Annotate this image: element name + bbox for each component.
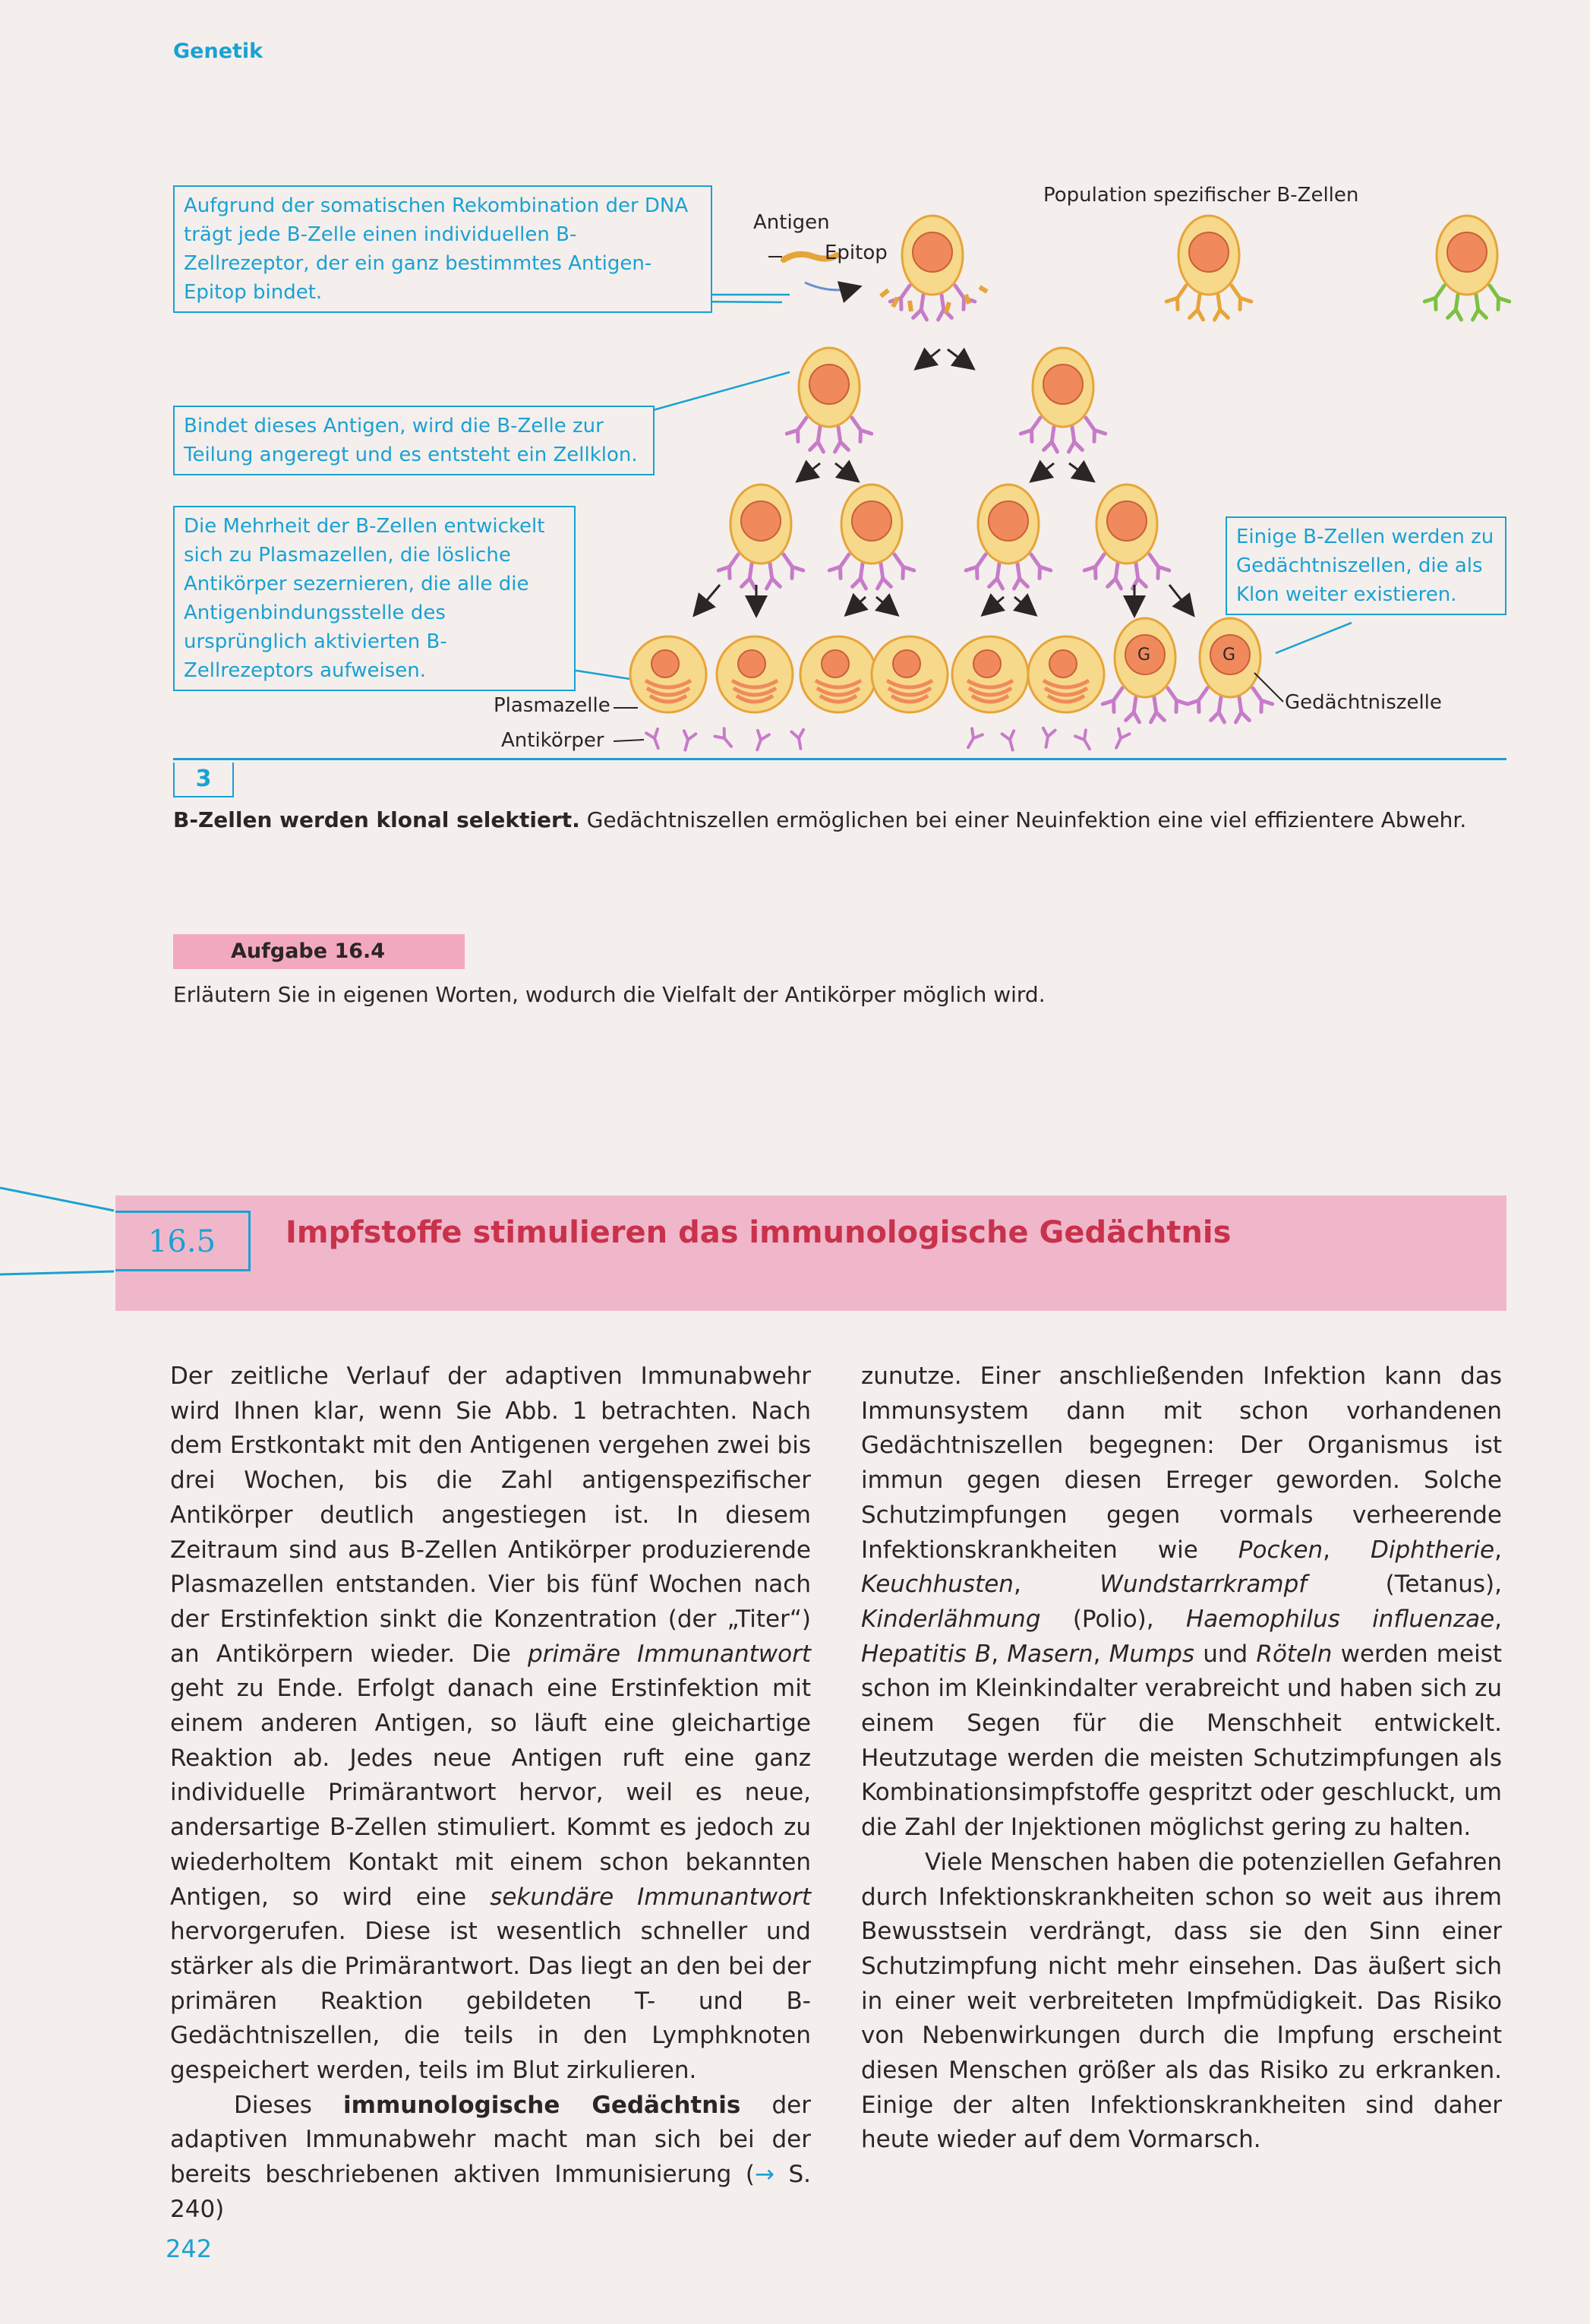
running-head: Genetik [173, 39, 263, 63]
figure-rule [173, 758, 1506, 760]
body-right-paragraph-1: zunutze. Einer anschließenden Infektion kann das Immunsystem dann mit schon vorhandenen Gedächtniszellen begegnen: Der Organismus ist immun gegen diesen Erreger geworden. Solche Schutzimpfungen gegen vormals verheerende Infektionskrankheiten wie Pocken, Diphtherie, Keuchhusten, Wundstarrkrampf (Tetanus), Kinderlähmung (Polio), Haemophilus influenzae, Hepatitis B, Masern, Mumps und Röteln werden meist schon im Kleinkindalter verabreicht und haben sich zu einem Segen für die Menschheit entwickelt. Heutzutage werden die meisten Schutzimpfungen als Kombinationsimpfstoffe gespritzt oder geschluckt, um die Zahl der Injektionen möglichst gering zu halten. [861, 1363, 1502, 1842]
body-left-paragraph-2: Dieses immunologische Gedächtnis der adaptiven Immunabwehr macht man sich bei der bereits beschriebenen aktiven Immunisierung (→ S. 240) [170, 2091, 811, 2223]
label-antikoerper: Antikörper [501, 729, 604, 752]
callout-somatic-recombination: Aufgrund der somatischen Rekombination der DNA trägt jede B-Zelle einen individuellen B-Zellrezeptor, der ein ganz bestimmtes Antigen-Epitop bindet. [173, 185, 712, 313]
section-number: 16.5 [115, 1211, 251, 1271]
figure-number: 3 [173, 763, 234, 797]
figure-clonal-selection [0, 0, 1590, 759]
body-right-paragraph-2: Viele Menschen haben die potenziellen Gefahren durch Infektionskrankheiten schon so weit aus ihrem Bewusstsein verdrängt, dass sie den Sinn einer Schutzimpfung nicht mehr einsehen. Das äußert sich in einer weit verbreiteten Impfmüdigkeit. Das Risiko von Nebenwirkungen durch die Impfung erscheint diesen Menschen größer als das Risiko zu erkranken. Einige der alten Infektionskrankheiten sind daher heute wieder auf dem Vormarsch. [861, 1848, 1502, 2154]
callout-clone: Bindet dieses Antigen, wird die B-Zelle zur Teilung angeregt und es entsteht ein Zellklon. [173, 406, 655, 475]
caption-bold: B-Zellen werden klonal selektiert. [173, 807, 580, 832]
page-number: 242 [166, 2234, 213, 2263]
task-title: Aufgabe 16.4 [173, 934, 465, 969]
task-text: Erläutern Sie in eigenen Worten, wodurch die Vielfalt der Antikörper möglich wird. [173, 982, 1046, 1007]
memory-mark-2: G [1222, 646, 1236, 665]
figure-caption [173, 805, 1510, 835]
body-left-paragraph-1: Der zeitliche Verlauf der adaptiven Immunabwehr wird Ihnen klar, wenn Sie Abb. 1 betrachten. Nach dem Erstkontakt mit den Antigenen vergehen zwei bis drei Wochen, bis die Zahl antigenspezifischer Antikörper deutlich angestiegen ist. In diesem Zeitraum sind aus B-Zellen Antikörper produzierende Plasmazellen entstanden. Vier bis fünf Wochen nach der Erstinfektion sinkt die Konzentration (der „Titer“) an Antikörpern wieder. Die primäre Immunantwort geht zu Ende. Erfolgt danach eine Erstinfektion mit einem anderen Antigen, so läuft eine gleichartige Reaktion ab. Jedes neue Antigen ruft eine ganz individuelle Primärantwort hervor, weil es neue, andersartige B-Zellen stimuliert. Kommt es jedoch zu wiederholtem Kontakt mit einem schon bekannten Antigen, so wird eine sekundäre Immunantwort hervorgerufen. Diese ist wesentlich schneller und stärker als die Primärantwort. Das liegt an den bei der primären Reaktion gebildeten T- und B-Gedächtniszellen, die teils in den Lymphknoten gespeichert werden, teils im Blut zirkulieren. [170, 1363, 812, 2085]
arrow-right-icon: → [754, 2161, 774, 2189]
section-band [115, 1195, 1506, 1311]
label-population: Population spezifischer B-Zellen [1043, 184, 1359, 207]
body-column-left [170, 1359, 811, 2228]
body-column-right [861, 1359, 1502, 2158]
label-plasmazelle: Plasmazelle [494, 694, 610, 717]
callout-memory-cells: Einige B-Zellen werden zu Gedächtniszellen, die als Klon weiter existieren. [1226, 516, 1506, 615]
label-gedaechtniszelle: Gedächtniszelle [1285, 691, 1442, 714]
label-epitop: Epitop [825, 242, 888, 264]
page-reference: S. 240) [170, 2161, 811, 2223]
callout-plasma-cells: Die Mehrheit der B-Zellen entwickelt sich zu Plasmazellen, die lösliche Antikörper sezernieren, die alle die Antigenbindungsstelle des ursprünglich aktivierten B-Zellrezeptors aufweisen. [173, 506, 576, 691]
section-title: Impfstoffe stimulieren das immunologische Gedächtnis [286, 1215, 1232, 1250]
memory-mark-1: G [1137, 646, 1151, 665]
caption-text: Gedächtniszellen ermöglichen bei einer Neuinfektion eine viel effizientere Abwehr. [579, 807, 1467, 832]
label-antigen: Antigen [753, 211, 830, 234]
